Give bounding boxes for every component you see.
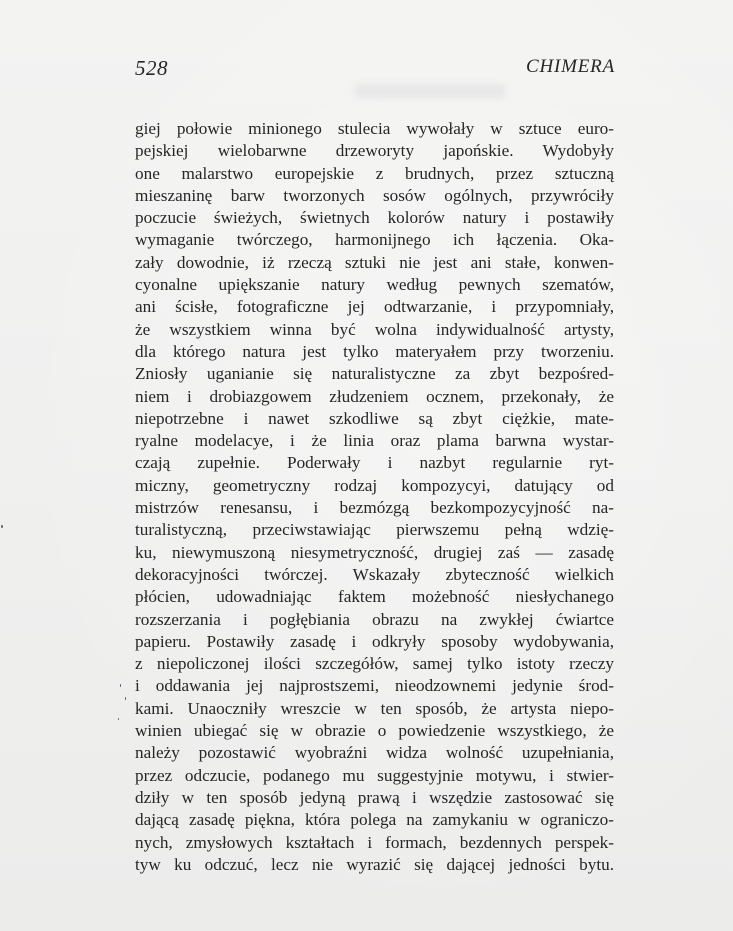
text-line: one malarstwo europejskie z brudnych, przez sztuczną bbox=[135, 163, 614, 183]
text-line: należy pozostawić wyobraźni widza wolność uzupełniania, bbox=[135, 743, 614, 763]
text-line: zały dowodnie, iż rzeczą sztuki nie jest ani stałe, konwen- bbox=[135, 252, 614, 272]
page-header bbox=[135, 56, 615, 86]
text-line: rozszerzania i pogłębiania obrazu na zwykłej ćwiartce bbox=[135, 609, 614, 629]
text-line: mistrzów renesansu, i bezmózgą bezkompozycyjność na- bbox=[135, 498, 614, 518]
text-line: mieszaninę barw tworzonych sosów ogólnych, przywróciły bbox=[135, 185, 614, 205]
scan-speck bbox=[120, 684, 121, 687]
body-text bbox=[135, 118, 614, 876]
scan-speck bbox=[125, 697, 126, 700]
text-line: przez odczucie, podanego mu suggestyjnie motywu, i stwier- bbox=[135, 765, 614, 785]
text-line: ani ścisłe, fotograficzne jej odtwarzanie, i przypomniały, bbox=[135, 297, 614, 317]
text-line: płócien, udowadniając faktem możebność niesłychanego bbox=[135, 587, 614, 607]
text-line: niem i drobiazgowem złudzeniem ocznem, przekonały, że bbox=[135, 386, 614, 406]
text-line: ku, niewymuszoną niesymetryczność, drugiej zaś — zasadę bbox=[135, 542, 614, 562]
text-line: turalistyczną, przeciwstawiając pierwszemu pełną wdzię- bbox=[135, 520, 614, 540]
text-line: tyw ku odczuć, lecz nie wyrazić się dającej jedności bytu. bbox=[135, 854, 614, 874]
text-line: miczny, geometryczny rodzaj kompozycyi, datujący od bbox=[135, 475, 614, 495]
text-line: cyonalne upiększanie natury według pewnych szematów, bbox=[135, 275, 614, 295]
text-line: wymaganie twórczego, harmonijnego ich łączenia. Oka- bbox=[135, 230, 614, 250]
bleed-through-shadow bbox=[355, 84, 505, 98]
text-line: że wszystkiem winna być wolna indywidualność artysty, bbox=[135, 319, 614, 339]
text-line: dziły w ten sposób jedyną prawą i wszędzie zastosować się bbox=[135, 787, 614, 807]
text-line: ryalne modelacye, i że linia oraz plama barwna wystar- bbox=[135, 431, 614, 451]
text-line: i oddawania jej najprostszemi, nieodzownemi jedynie środ- bbox=[135, 676, 614, 696]
text-line: nych, zmysłowych kształtach i formach, bezdennych perspek- bbox=[135, 832, 614, 852]
text-line: dekoracyjności twórczej. Wskazały zbyteczność wielkich bbox=[135, 564, 614, 584]
text-line: z niepoliczonej ilości szczegółów, samej tylko istoty rzeczy bbox=[135, 654, 614, 674]
text-line: giej połowie minionego stulecia wywołały w sztuce euro- bbox=[135, 119, 614, 138]
text-line: winien ubiegać się w obrazie o powiedzenie wszystkiego, że bbox=[135, 721, 614, 741]
text-line: dającą zasadę piękna, która polega na zamykaniu w ograniczo- bbox=[135, 810, 614, 830]
scan-speck bbox=[1, 525, 3, 528]
text-line: kami. Unaoczniły wreszcie w ten sposób, że artysta niepo- bbox=[135, 698, 614, 718]
scan-speck bbox=[118, 718, 119, 720]
text-line: pejskiej wielobarwne drzeworyty japońskie. Wydobyły bbox=[135, 141, 614, 161]
running-title: CHIMERA bbox=[526, 56, 615, 77]
text-line: niepotrzebne i nawet szkodliwe są zbyt ciężkie, mate- bbox=[135, 408, 614, 428]
text-line: papieru. Postawiły zasadę i odkryły sposoby wydobywania, bbox=[135, 631, 614, 651]
text-line: dla którego natura jest tylko materyałem przy tworzeniu. bbox=[135, 341, 614, 361]
page-number: 528 bbox=[135, 56, 168, 80]
text-line: Zniosły uganianie się naturalistyczne za zbyt bezpośred- bbox=[135, 364, 614, 384]
text-line: czają zupełnie. Poderwały i nazbyt regularnie ryt- bbox=[135, 453, 614, 473]
text-line: poczucie świeżych, świetnych kolorów natury i postawiły bbox=[135, 208, 614, 228]
